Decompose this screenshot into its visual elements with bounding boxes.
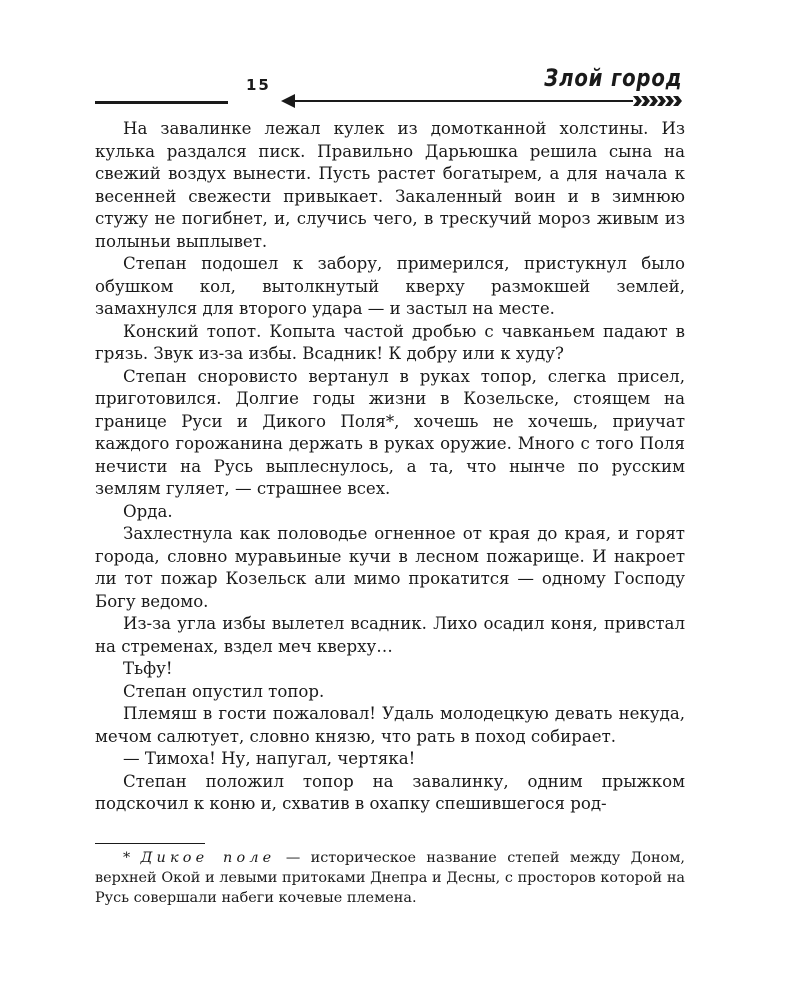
book-title: Злой город	[543, 64, 682, 92]
page-number: 15	[246, 76, 271, 94]
paragraph: На завалинке лежал кулек из домотканной холстины. Из кулька раздался писк. Правильно Дарьюшка решила сына на свежий воздух вынести. Пусть растет богатырем, а для начала к весенней свежести привыкает. Закаленный воин и в зимнюю стужу не погибнет, и, случись чего, в трескучий мороз живым из полыньи выплывет.	[95, 119, 685, 251]
paragraph: Из-за угла избы вылетел всадник. Лихо осадил коня, привстал на стременах, вздел меч кверху…	[95, 614, 685, 656]
page-header	[0, 0, 800, 110]
footnote-text: — историческое название степей между Доном, верхней Окой и левыми притоками Днепра и Десны, с просторов которой на Русь совершали набеги кочевые племена.	[95, 850, 685, 906]
footnote-paragraph	[95, 848, 685, 908]
footnote	[95, 848, 685, 908]
body-text	[95, 118, 685, 816]
footnote-marker: *	[123, 850, 141, 866]
footnote-divider	[95, 843, 205, 844]
paragraph: Племяш в гости пожаловал! Удаль молодецкую девать некуда, мечом салютует, словно князю, что рать в поход собирает.	[95, 704, 685, 746]
title-ornament-icon	[633, 94, 683, 108]
paragraph: Орда.	[123, 501, 173, 521]
paragraph: Степан подошел к забору, примерился, пристукнул было обушком кол, вытолкнутый кверху размокшей землей, замахнулся для второго удара — и застыл на месте.	[95, 254, 685, 318]
paragraph: Степан опустил топор.	[123, 681, 325, 701]
paragraph: Конский топот. Копыта частой дробью с чавканьем падают в грязь. Звук из-за избы. Всадник! К добру или к худу?	[95, 321, 685, 363]
header-arrow-line	[283, 100, 633, 102]
paragraph: Степан положил топор на завалинку, одним прыжком подскочил к коню и, схватив в охапку спешившегося род-	[95, 771, 685, 813]
paragraph: — Тимоха! Ну, напугал, чертяка!	[123, 749, 416, 768]
footnote-term: Дикое поле	[140, 850, 276, 866]
header-rule-left	[95, 101, 228, 104]
paragraph: Захлестнула как половодье огненное от края до края, и горят города, словно муравьиные кучи в лесном пожарище. И накроет ли тот пожар Козельск али мимо прокатится — одному Господу Богу ведомо.	[95, 524, 685, 611]
paragraph: Степан сноровисто вертанул в руках топор, слегка присел, приготовился. Долгие годы жизни в Козельске, стоящем на границе Руси и Дикого Поля*, хочешь не хочешь, приучат каждого горожанина держать в руках оружие. Много с того Поля нечисти на Русь выплеснулось, а та, что нынче по русским землям гуляет, — страшнее всех.	[95, 366, 685, 498]
paragraph: Тьфу!	[123, 659, 173, 678]
